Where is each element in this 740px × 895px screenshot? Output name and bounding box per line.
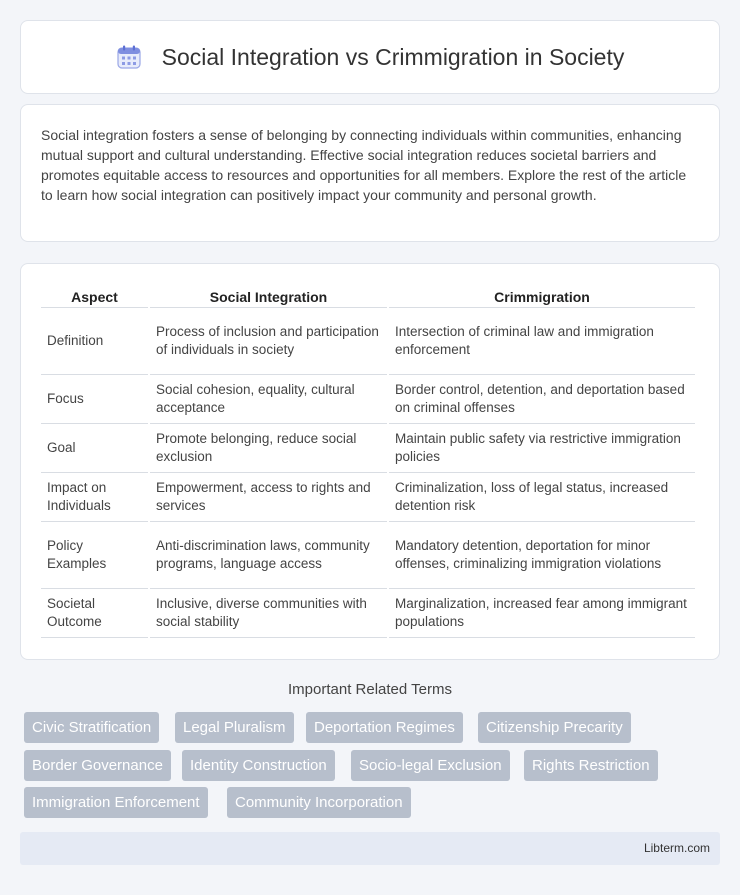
header-social-integration: Social Integration [150,284,387,308]
crimmigration-cell: Maintain public safety via restrictive immigration policies [389,424,695,473]
aspect-cell: Focus [41,375,148,424]
aspect-cell: Impact on Individuals [41,473,148,522]
tag-deportation-regimes[interactable]: Deportation Regimes [306,712,463,743]
aspect-cell: Policy Examples [41,522,148,589]
table-row [41,589,695,638]
social-integration-cell: Process of inclusion and participation of individuals in society [150,308,387,375]
table-row [41,424,695,473]
comparison-table [39,284,697,638]
social-integration-cell: Empowerment, access to rights and services [150,473,387,522]
comparison-card [20,263,720,660]
social-integration-cell: Promote belonging, reduce social exclusion [150,424,387,473]
header-aspect: Aspect [41,284,148,308]
table-header-row [41,284,695,308]
header-crimmigration: Crimmigration [389,284,695,308]
title-card [20,20,720,94]
social-integration-cell: Inclusive, diverse communities with social stability [150,589,387,638]
tag-citizenship-precarity[interactable]: Citizenship Precarity [478,712,631,743]
table-row [41,308,695,375]
tag-border-governance[interactable]: Border Governance [24,750,171,781]
crimmigration-cell: Border control, detention, and deportation based on criminal offenses [389,375,695,424]
related-terms-heading: Important Related Terms [288,681,452,698]
aspect-cell: Goal [41,424,148,473]
crimmigration-cell: Criminalization, loss of legal status, increased detention risk [389,473,695,522]
tag-socio-legal-exclusion[interactable]: Socio-legal Exclusion [351,750,510,781]
table-row [41,473,695,522]
tag-immigration-enforcement[interactable]: Immigration Enforcement [24,787,208,818]
table-row [41,375,695,424]
tag-community-incorporation[interactable]: Community Incorporation [227,787,411,818]
tag-identity-construction[interactable]: Identity Construction [182,750,335,781]
crimmigration-cell: Intersection of criminal law and immigration enforcement [389,308,695,375]
aspect-cell: Definition [41,308,148,375]
tag-civic-stratification[interactable]: Civic Stratification [24,712,159,743]
tag-rights-restriction[interactable]: Rights Restriction [524,750,658,781]
tag-legal-pluralism[interactable]: Legal Pluralism [175,712,294,743]
calendar-icon [116,44,142,70]
crimmigration-cell: Marginalization, increased fear among immigrant populations [389,589,695,638]
page-title: Social Integration vs Crimmigration in Society [161,43,625,70]
footer [20,832,720,865]
intro-paragraph: Social integration fosters a sense of belonging by connecting individuals within communities, enhancing mutual support and cultural understanding. Effective social integration reduces societal barriers and promotes equitable access to resources and opportunities for all members. Explore the rest of the article to learn how social integration can positively impact your community and personal growth. [41,127,687,203]
table-row [41,522,695,589]
intro-card [20,104,720,242]
footer-site-link[interactable]: Libterm.com [643,841,710,855]
social-integration-cell: Anti-discrimination laws, community programs, language access [150,522,387,589]
social-integration-cell: Social cohesion, equality, cultural acceptance [150,375,387,424]
crimmigration-cell: Mandatory detention, deportation for minor offenses, criminalizing immigration violations [389,522,695,589]
aspect-cell: Societal Outcome [41,589,148,638]
